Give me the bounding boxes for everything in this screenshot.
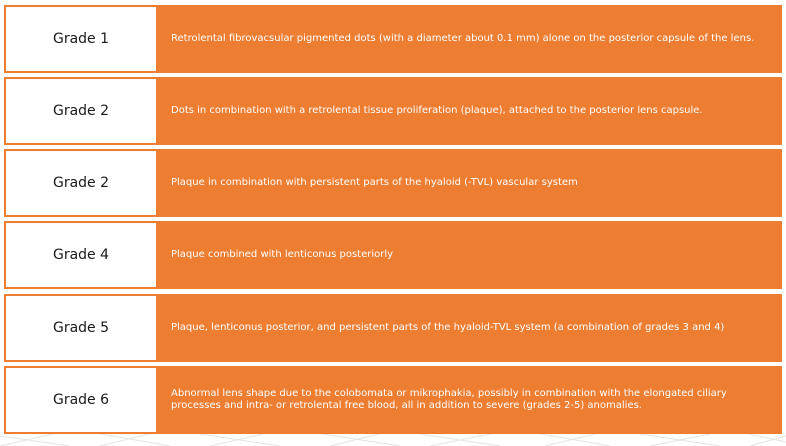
grade-label: Grade 2 [4, 149, 158, 217]
grade-label: Grade 2 [4, 77, 158, 145]
grade-row [4, 149, 782, 217]
grade-row [4, 5, 782, 73]
grade-label: Grade 5 [4, 294, 158, 362]
grade-row [4, 366, 782, 434]
grade-label: Grade 4 [4, 221, 158, 289]
grade-label: Grade 1 [4, 5, 158, 73]
grade-row [4, 294, 782, 362]
grade-description: Plaque in combination with persistent parts of the hyaloid (-TVL) vascular system [158, 149, 782, 217]
grade-row [4, 221, 782, 289]
grade-description: Plaque, lenticonus posterior, and persistent parts of the hyaloid-TVL system (a combination of grades 3 and 4) [158, 294, 782, 362]
grade-description: Dots in combination with a retrolental tissue proliferation (plaque), attached to the posterior lens capsule. [158, 77, 782, 145]
grade-description: Plaque combined with lenticonus posteriorly [158, 221, 782, 289]
grade-description: Retrolental fibrovacsular pigmented dots (with a diameter about 0.1 mm) alone on the posterior capsule of the lens. [158, 5, 782, 73]
grade-label: Grade 6 [4, 366, 158, 434]
grade-row [4, 77, 782, 145]
grade-description: Abnormal lens shape due to the colobomata or mikrophakia, possibly in combination with the elongated ciliary processes and intra- or retrolental free blood, all in addition to severe (grades 2-5) anomalies. [158, 366, 782, 434]
